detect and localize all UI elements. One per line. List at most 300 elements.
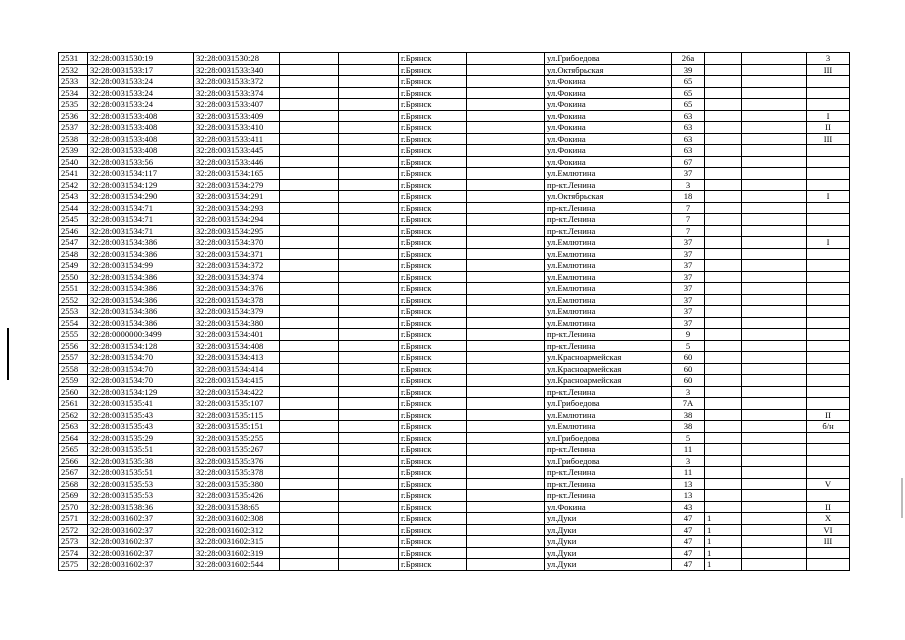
blank-cell xyxy=(339,559,399,571)
blank-cell xyxy=(280,455,339,467)
row-number: 2558 xyxy=(59,363,88,375)
table-row xyxy=(59,133,850,145)
city: г.Брянск xyxy=(399,145,467,157)
blank-cell xyxy=(280,145,339,157)
table-row xyxy=(59,225,850,237)
house-number: 47 xyxy=(672,559,705,571)
table-row xyxy=(59,547,850,559)
table-row xyxy=(59,352,850,364)
city: г.Брянск xyxy=(399,363,467,375)
source-cadastral-number: 32:28:0031534:386 xyxy=(88,294,194,306)
city: г.Брянск xyxy=(399,455,467,467)
row-number: 2562 xyxy=(59,409,88,421)
source-cadastral-number: 32:28:0031534:290 xyxy=(88,191,194,203)
blank-cell xyxy=(280,363,339,375)
blank-cell xyxy=(467,547,545,559)
table-row xyxy=(59,237,850,249)
city: г.Брянск xyxy=(399,168,467,180)
blank-cell xyxy=(339,352,399,364)
blank-cell xyxy=(742,490,807,502)
table-row xyxy=(59,260,850,272)
blank-cell xyxy=(467,168,545,180)
blank-cell xyxy=(280,64,339,76)
blank-cell xyxy=(280,53,339,65)
blank-cell xyxy=(467,53,545,65)
blank-cell xyxy=(467,501,545,513)
blank-cell xyxy=(280,340,339,352)
house-number: 18 xyxy=(672,191,705,203)
blank-cell xyxy=(742,467,807,479)
street: ул.Фокина xyxy=(545,110,672,122)
cadastral-number: 32:28:0031535:378 xyxy=(194,467,280,479)
blank-cell xyxy=(280,317,339,329)
blank-cell xyxy=(742,237,807,249)
cadastral-number: 32:28:0031533:407 xyxy=(194,99,280,111)
street: пр-кт.Ленина xyxy=(545,386,672,398)
blank-cell xyxy=(467,179,545,191)
building xyxy=(705,191,742,203)
blank-cell xyxy=(742,191,807,203)
house-number: 63 xyxy=(672,110,705,122)
blank-cell xyxy=(742,168,807,180)
street: ул.Октябрьская xyxy=(545,64,672,76)
row-number: 2573 xyxy=(59,536,88,548)
row-number: 2563 xyxy=(59,421,88,433)
house-number: 60 xyxy=(672,375,705,387)
building xyxy=(705,421,742,433)
blank-cell xyxy=(467,329,545,341)
blank-cell xyxy=(742,248,807,260)
house-number: 43 xyxy=(672,501,705,513)
building xyxy=(705,99,742,111)
street: пр-кт.Ленина xyxy=(545,478,672,490)
house-number: 63 xyxy=(672,133,705,145)
blank-cell xyxy=(467,490,545,502)
premise xyxy=(807,260,850,272)
table-row xyxy=(59,478,850,490)
building: 1 xyxy=(705,536,742,548)
premise xyxy=(807,87,850,99)
cadastral-number: 32:28:0031533:374 xyxy=(194,87,280,99)
premise xyxy=(807,317,850,329)
house-number: 38 xyxy=(672,421,705,433)
table-row xyxy=(59,306,850,318)
row-number: 2543 xyxy=(59,191,88,203)
premise xyxy=(807,398,850,410)
blank-cell xyxy=(467,237,545,249)
street: ул.Фокина xyxy=(545,122,672,134)
blank-cell xyxy=(467,421,545,433)
row-number: 2545 xyxy=(59,214,88,226)
blank-cell xyxy=(280,444,339,456)
row-number: 2539 xyxy=(59,145,88,157)
house-number: 37 xyxy=(672,260,705,272)
house-number: 60 xyxy=(672,352,705,364)
source-cadastral-number: 32:28:0031534:129 xyxy=(88,386,194,398)
building xyxy=(705,156,742,168)
table-body xyxy=(59,53,850,571)
row-number: 2567 xyxy=(59,467,88,479)
house-number: 11 xyxy=(672,467,705,479)
blank-cell xyxy=(280,490,339,502)
cadastral-number: 32:28:0031602:315 xyxy=(194,536,280,548)
cadastral-number: 32:28:0031534:415 xyxy=(194,375,280,387)
building xyxy=(705,64,742,76)
city: г.Брянск xyxy=(399,237,467,249)
row-number: 2532 xyxy=(59,64,88,76)
table-row xyxy=(59,559,850,571)
cadastral-number: 32:28:0031533:445 xyxy=(194,145,280,157)
blank-cell xyxy=(742,398,807,410)
cadastral-number: 32:28:0031534:374 xyxy=(194,271,280,283)
row-number: 2555 xyxy=(59,329,88,341)
blank-cell xyxy=(467,363,545,375)
source-cadastral-number: 32:28:0031534:128 xyxy=(88,340,194,352)
row-number: 2557 xyxy=(59,352,88,364)
blank-cell xyxy=(280,386,339,398)
blank-cell xyxy=(742,133,807,145)
row-number: 2542 xyxy=(59,179,88,191)
house-number: 3 xyxy=(672,455,705,467)
blank-cell xyxy=(467,432,545,444)
city: г.Брянск xyxy=(399,87,467,99)
street: пр-кт.Ленина xyxy=(545,490,672,502)
blank-cell xyxy=(467,156,545,168)
blank-cell xyxy=(280,375,339,387)
table-row xyxy=(59,214,850,226)
source-cadastral-number: 32:28:0031534:386 xyxy=(88,283,194,295)
street: ул.Фокина xyxy=(545,87,672,99)
street: ул.Фокина xyxy=(545,76,672,88)
building: 1 xyxy=(705,524,742,536)
blank-cell xyxy=(339,133,399,145)
street: ул.Фокина xyxy=(545,501,672,513)
street: пр-кт.Ленина xyxy=(545,225,672,237)
blank-cell xyxy=(742,524,807,536)
blank-cell xyxy=(339,237,399,249)
premise xyxy=(807,306,850,318)
street: ул.Емлютина xyxy=(545,306,672,318)
blank-cell xyxy=(280,478,339,490)
cadastral-number: 32:28:0031535:380 xyxy=(194,478,280,490)
cadastral-number: 32:28:0031534:291 xyxy=(194,191,280,203)
blank-cell xyxy=(467,559,545,571)
house-number: 5 xyxy=(672,340,705,352)
blank-cell xyxy=(339,547,399,559)
source-cadastral-number: 32:28:0031535:51 xyxy=(88,444,194,456)
building: 1 xyxy=(705,513,742,525)
row-number: 2534 xyxy=(59,87,88,99)
table-row xyxy=(59,409,850,421)
premise xyxy=(807,490,850,502)
blank-cell xyxy=(339,501,399,513)
blank-cell xyxy=(339,455,399,467)
row-number: 2549 xyxy=(59,260,88,272)
street: ул.Фокина xyxy=(545,133,672,145)
blank-cell xyxy=(742,444,807,456)
premise xyxy=(807,386,850,398)
cadastral-number: 32:28:0031535:151 xyxy=(194,421,280,433)
blank-cell xyxy=(742,76,807,88)
table-row xyxy=(59,294,850,306)
blank-cell xyxy=(742,559,807,571)
street: ул.Емлютина xyxy=(545,271,672,283)
row-number: 2551 xyxy=(59,283,88,295)
cadastral-number: 32:28:0031535:255 xyxy=(194,432,280,444)
premise: I xyxy=(807,237,850,249)
premise xyxy=(807,283,850,295)
building xyxy=(705,145,742,157)
city: г.Брянск xyxy=(399,64,467,76)
street: пр-кт.Ленина xyxy=(545,214,672,226)
premise xyxy=(807,432,850,444)
city: г.Брянск xyxy=(399,110,467,122)
source-cadastral-number: 32:28:0031535:29 xyxy=(88,432,194,444)
row-number: 2547 xyxy=(59,237,88,249)
source-cadastral-number: 32:28:0031535:41 xyxy=(88,398,194,410)
house-number: 37 xyxy=(672,283,705,295)
building xyxy=(705,122,742,134)
table-row xyxy=(59,283,850,295)
cadastral-number: 32:28:0031602:544 xyxy=(194,559,280,571)
blank-cell xyxy=(339,260,399,272)
house-number: 37 xyxy=(672,248,705,260)
blank-cell xyxy=(280,421,339,433)
blank-cell xyxy=(742,64,807,76)
premise xyxy=(807,145,850,157)
blank-cell xyxy=(742,317,807,329)
blank-cell xyxy=(467,133,545,145)
street: ул.Красноармейская xyxy=(545,375,672,387)
source-cadastral-number: 32:28:0031534:99 xyxy=(88,260,194,272)
blank-cell xyxy=(467,248,545,260)
blank-cell xyxy=(339,513,399,525)
blank-cell xyxy=(467,455,545,467)
source-cadastral-number: 32:28:0031533:408 xyxy=(88,110,194,122)
building xyxy=(705,87,742,99)
source-cadastral-number: 32:28:0031535:38 xyxy=(88,455,194,467)
blank-cell xyxy=(467,99,545,111)
premise xyxy=(807,352,850,364)
row-number: 2544 xyxy=(59,202,88,214)
house-number: 39 xyxy=(672,64,705,76)
cadastral-number: 32:28:0031533:340 xyxy=(194,64,280,76)
blank-cell xyxy=(280,202,339,214)
row-number: 2569 xyxy=(59,490,88,502)
cadastral-number: 32:28:0031533:411 xyxy=(194,133,280,145)
source-cadastral-number: 32:28:0031533:56 xyxy=(88,156,194,168)
source-cadastral-number: 32:28:0031534:117 xyxy=(88,168,194,180)
cadastral-number: 32:28:0031602:312 xyxy=(194,524,280,536)
city: г.Брянск xyxy=(399,444,467,456)
blank-cell xyxy=(280,260,339,272)
building xyxy=(705,455,742,467)
source-cadastral-number: 32:28:0031533:24 xyxy=(88,87,194,99)
blank-cell xyxy=(280,547,339,559)
premise xyxy=(807,363,850,375)
blank-cell xyxy=(339,156,399,168)
city: г.Брянск xyxy=(399,340,467,352)
city: г.Брянск xyxy=(399,156,467,168)
table-row xyxy=(59,202,850,214)
blank-cell xyxy=(339,191,399,203)
blank-cell xyxy=(339,306,399,318)
building xyxy=(705,306,742,318)
house-number: 13 xyxy=(672,478,705,490)
blank-cell xyxy=(339,421,399,433)
source-cadastral-number: 32:28:0031602:37 xyxy=(88,513,194,525)
house-number: 47 xyxy=(672,536,705,548)
source-cadastral-number: 32:28:0031534:386 xyxy=(88,271,194,283)
street: ул.Емлютина xyxy=(545,260,672,272)
table-row xyxy=(59,87,850,99)
premise: V xyxy=(807,478,850,490)
cadastral-number: 32:28:0031534:165 xyxy=(194,168,280,180)
cadastral-number: 32:28:0031534:378 xyxy=(194,294,280,306)
blank-cell xyxy=(339,478,399,490)
blank-cell xyxy=(280,536,339,548)
premise xyxy=(807,248,850,260)
cadastral-number: 32:28:0031534:422 xyxy=(194,386,280,398)
cadastral-number: 32:28:0031534:379 xyxy=(194,306,280,318)
blank-cell xyxy=(339,536,399,548)
building xyxy=(705,294,742,306)
premise xyxy=(807,179,850,191)
city: г.Брянск xyxy=(399,375,467,387)
street: ул.Емлютина xyxy=(545,294,672,306)
city: г.Брянск xyxy=(399,191,467,203)
row-number: 2564 xyxy=(59,432,88,444)
street: ул.Емлютина xyxy=(545,283,672,295)
premise xyxy=(807,271,850,283)
blank-cell xyxy=(339,467,399,479)
blank-cell xyxy=(467,306,545,318)
street: ул.Грибоедова xyxy=(545,432,672,444)
building xyxy=(705,490,742,502)
blank-cell xyxy=(339,145,399,157)
house-number: 47 xyxy=(672,547,705,559)
city: г.Брянск xyxy=(399,386,467,398)
table-row xyxy=(59,76,850,88)
source-cadastral-number: 32:28:0031533:408 xyxy=(88,122,194,134)
street: ул.Дуки xyxy=(545,513,672,525)
blank-cell xyxy=(339,398,399,410)
blank-cell xyxy=(339,524,399,536)
source-cadastral-number: 32:28:0031535:53 xyxy=(88,478,194,490)
table-row xyxy=(59,398,850,410)
source-cadastral-number: 32:28:0031533:408 xyxy=(88,133,194,145)
city: г.Брянск xyxy=(399,513,467,525)
blank-cell xyxy=(339,294,399,306)
blank-cell xyxy=(742,260,807,272)
house-number: 37 xyxy=(672,168,705,180)
source-cadastral-number: 32:28:0031534:129 xyxy=(88,179,194,191)
house-number: 7 xyxy=(672,214,705,226)
premise xyxy=(807,467,850,479)
blank-cell xyxy=(339,329,399,341)
row-number: 2556 xyxy=(59,340,88,352)
blank-cell xyxy=(742,225,807,237)
cadastral-number: 32:28:0031530:28 xyxy=(194,53,280,65)
blank-cell xyxy=(742,536,807,548)
premise: I xyxy=(807,110,850,122)
city: г.Брянск xyxy=(399,524,467,536)
blank-cell xyxy=(339,225,399,237)
row-number: 2541 xyxy=(59,168,88,180)
cadastral-number: 32:28:0031533:409 xyxy=(194,110,280,122)
house-number: 37 xyxy=(672,306,705,318)
blank-cell xyxy=(280,271,339,283)
blank-cell xyxy=(467,122,545,134)
premise: X xyxy=(807,513,850,525)
blank-cell xyxy=(742,352,807,364)
cadastral-number: 32:28:0031534:414 xyxy=(194,363,280,375)
blank-cell xyxy=(280,306,339,318)
premise xyxy=(807,340,850,352)
street: ул.Грибоедова xyxy=(545,398,672,410)
blank-cell xyxy=(742,53,807,65)
building xyxy=(705,375,742,387)
table-row xyxy=(59,524,850,536)
blank-cell xyxy=(742,501,807,513)
house-number: 47 xyxy=(672,513,705,525)
source-cadastral-number: 32:28:0031535:43 xyxy=(88,409,194,421)
blank-cell xyxy=(742,513,807,525)
source-cadastral-number: 32:28:0031534:386 xyxy=(88,237,194,249)
source-cadastral-number: 32:28:0031602:37 xyxy=(88,536,194,548)
blank-cell xyxy=(280,99,339,111)
row-number: 2566 xyxy=(59,455,88,467)
city: г.Брянск xyxy=(399,352,467,364)
street: ул.Красноармейская xyxy=(545,352,672,364)
table-row xyxy=(59,421,850,433)
blank-cell xyxy=(280,283,339,295)
building xyxy=(705,133,742,145)
building xyxy=(705,76,742,88)
premise xyxy=(807,76,850,88)
city: г.Брянск xyxy=(399,179,467,191)
city: г.Брянск xyxy=(399,248,467,260)
blank-cell xyxy=(280,168,339,180)
source-cadastral-number: 32:28:0000000:3499 xyxy=(88,329,194,341)
table-row xyxy=(59,168,850,180)
left-margin-mark xyxy=(7,328,9,380)
blank-cell xyxy=(280,237,339,249)
blank-cell xyxy=(339,64,399,76)
house-number: 13 xyxy=(672,490,705,502)
blank-cell xyxy=(742,386,807,398)
blank-cell xyxy=(467,76,545,88)
street: пр-кт.Ленина xyxy=(545,340,672,352)
source-cadastral-number: 32:28:0031535:53 xyxy=(88,490,194,502)
source-cadastral-number: 32:28:0031534:71 xyxy=(88,214,194,226)
right-margin-mark xyxy=(901,478,903,518)
cadastral-number: 32:28:0031534:279 xyxy=(194,179,280,191)
street: ул.Дуки xyxy=(545,536,672,548)
blank-cell xyxy=(742,283,807,295)
building xyxy=(705,168,742,180)
building xyxy=(705,478,742,490)
city: г.Брянск xyxy=(399,536,467,548)
building xyxy=(705,271,742,283)
blank-cell xyxy=(742,375,807,387)
building xyxy=(705,179,742,191)
city: г.Брянск xyxy=(399,225,467,237)
blank-cell xyxy=(280,191,339,203)
blank-cell xyxy=(467,64,545,76)
blank-cell xyxy=(742,214,807,226)
cadastral-number: 32:28:0031602:319 xyxy=(194,547,280,559)
